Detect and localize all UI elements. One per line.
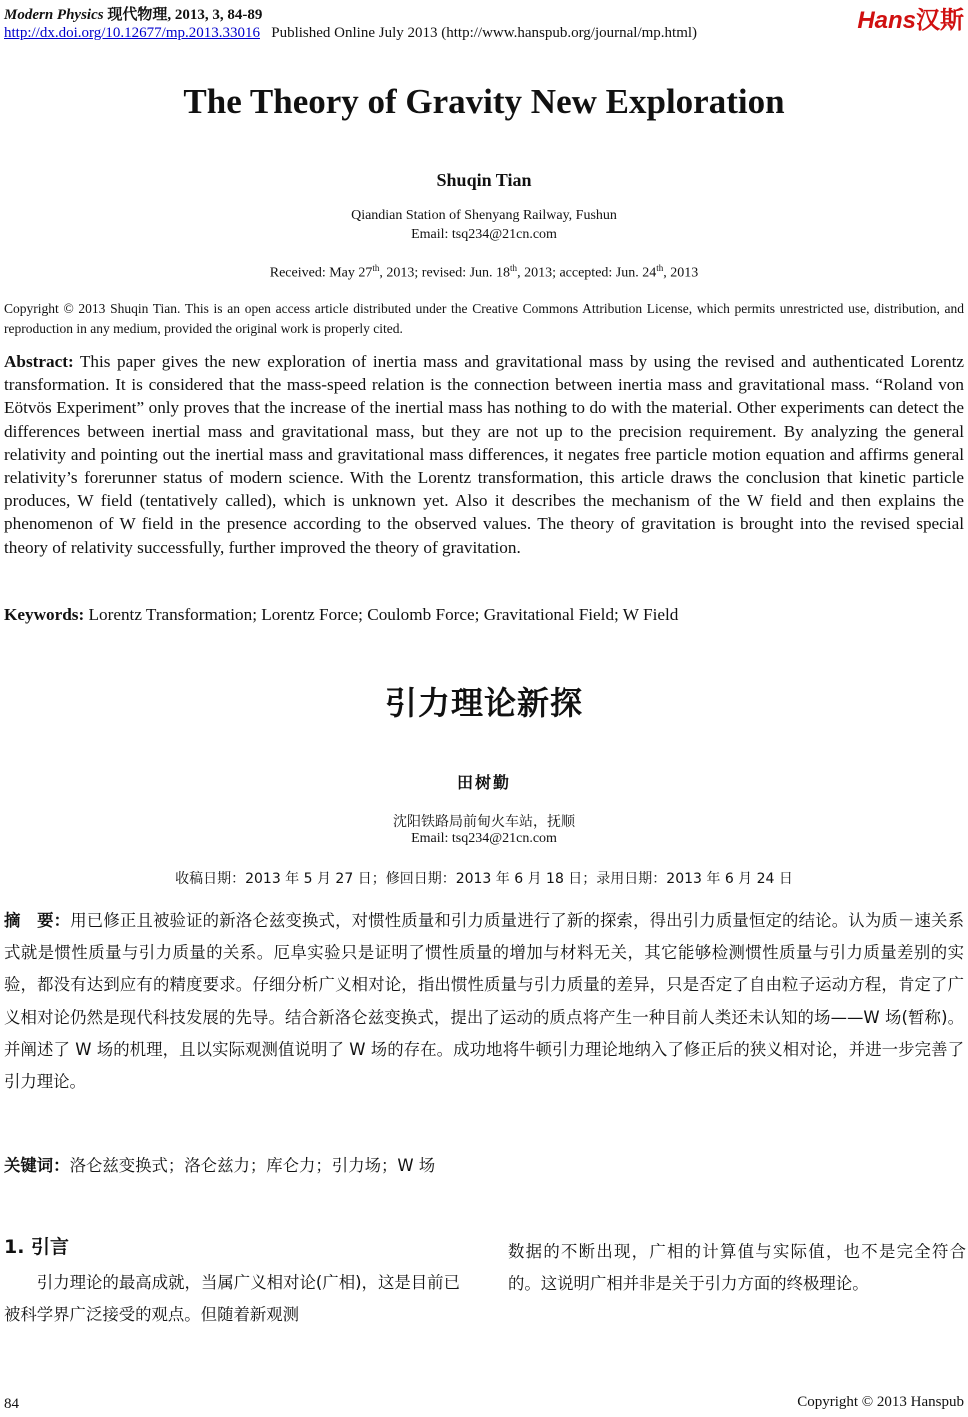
paper-title-cn: 引力理论新探	[384, 684, 583, 722]
keywords-text-en: Lorentz Transformation; Lorentz Force; Coulomb Force; Gravitational Field; W Field	[84, 605, 679, 624]
abstract-label-cn: 摘 要：	[4, 911, 71, 930]
revised-date: , 2013; revised: Jun. 18	[379, 265, 511, 281]
intro-right-column: 数据的不断出现，广相的计算值与实际值，也不是完全符合的。这说明广相并非是关于引力方面的终极理论。	[508, 1242, 966, 1293]
intro-left-column: 引力理论的最高成就，当属广义相对论(广相)，这是目前已被科学界广泛接受的观点。但随着新观测	[4, 1273, 460, 1324]
published-online: Published Online July 2013 (http://www.hanspub.org/journal/mp.html)	[271, 25, 698, 41]
footer-copyright: Copyright © 2013 Hanspub	[797, 1394, 964, 1410]
received-sup: th	[372, 263, 380, 273]
keywords-label-cn: 关键词：	[4, 1156, 70, 1175]
author-en: Shuqin Tian	[436, 170, 532, 190]
keywords-label-en: Keywords:	[4, 605, 85, 624]
dates-en	[0, 263, 968, 282]
page-number: 84	[4, 1396, 19, 1412]
affiliation-cn: 沈阳铁路局前甸火车站，抚顺	[393, 814, 575, 830]
hans-logo	[857, 0, 964, 35]
dates-cn: 收稿日期：2013 年 5 月 27 日；修回日期：2013 年 6 月 18 日；录用日期：2013 年 6 月 24 日	[175, 871, 793, 887]
keywords-text-cn: 洛仑兹变换式；洛仑兹力；库仑力；引力场；W 场	[69, 1156, 436, 1175]
journal-header	[4, 3, 262, 24]
dates-suffix: , 2013	[663, 265, 699, 281]
author-cn: 田树勤	[456, 773, 511, 792]
keywords-cn	[4, 1152, 964, 1176]
abstract-cn	[4, 905, 964, 1098]
keywords-en	[4, 605, 964, 625]
paper-title-en: The Theory of Gravity New Exploration	[183, 82, 785, 121]
section-heading-introduction: 1. 引言	[4, 1236, 70, 1258]
accepted-date: , 2013; accepted: Jun. 24	[517, 265, 657, 281]
received-date: Received: May 27	[269, 265, 373, 281]
journal-citation: , 2013, 3, 84-89	[167, 7, 263, 23]
abstract-text-cn: 用已修正且被验证的新洛仑兹变换式，对惯性质量和引力质量进行了新的探索，得出引力质量恒定的结论。认为质－速关系式就是惯性质量与引力质量的关系。厄阜实验只是证明了惯性质量的增加与材料无关，其它能够检测惯性质量与引力质量差别的实验，都没有达到应有的精度要求。仔细分析广义相对论，指出惯性质量与引力质量的差异，只是否定了自由粒子运动方程，肯定了广义相对论仍然是现代科技发展的先导。结合新洛仑兹变换式，提出了运动的质点将产生一种目前人类还未认知的场——W 场(暂称)。并阐述了 W 场的机理，且以实际观测值说明了 W 场的存在。成功地将牛顿引力理论地纳入了修正后的狭义相对论，并进一步完善了引力理论。	[4, 911, 964, 1092]
revised-sup: th	[510, 263, 518, 273]
journal-name-cn: 现代物理	[107, 7, 168, 23]
journal-name-en: Modern Physics	[4, 7, 104, 23]
logo-cn: 汉斯	[916, 7, 964, 34]
abstract-en	[4, 350, 964, 559]
accepted-sup: th	[656, 263, 664, 273]
copyright-notice: Copyright © 2013 Shuqin Tian. This is an open access article distributed under the Creative Commons Attribution License, which permits unrestricted use, distribution, and reproduction in any medium, provided the original work is properly cited.	[4, 301, 964, 336]
logo-en: Hans	[857, 7, 916, 34]
header-links	[4, 25, 697, 42]
doi-link[interactable]: http://dx.doi.org/10.12677/mp.2013.33016	[4, 25, 260, 41]
email-cn: Email: tsq234@21cn.com	[411, 831, 557, 846]
abstract-text-en: This paper gives the new exploration of inertia mass and gravitational mass by using the revised and authenticated Lorentz transformation. It is considered that the mass-speed relation is the connection between inertia mass and gravitational mass. “Roland von Eötvös Experiment” only proves that the increase of the inertial mass has nothing to do with the material. Other experiments can detect the differences between inertial mass and gravitational mass, but they are not up to the precision requirement. By analyzing the general relativity and pointing out the inertial mass and gravitational mass differences, it negates free particle motion equation and affirms general relativity’s forerunner status of modern science. With the Lorentz transformation, this article draws the conclusion that kinetic particle produces, W field (tentatively called), which is unknown yet. Also it describes the mechanism of the W field and then explains the phenomenon of W field in the presence according to the observed values. The theory of gravitation is brought into the revised special theory of relativity successfully, further improved the theory of gravitation.	[4, 352, 964, 557]
abstract-label-en: Abstract:	[4, 352, 74, 371]
affiliation-en: Qiandian Station of Shenyang Railway, Fushun	[351, 208, 617, 223]
email-en: Email: tsq234@21cn.com	[411, 227, 557, 242]
